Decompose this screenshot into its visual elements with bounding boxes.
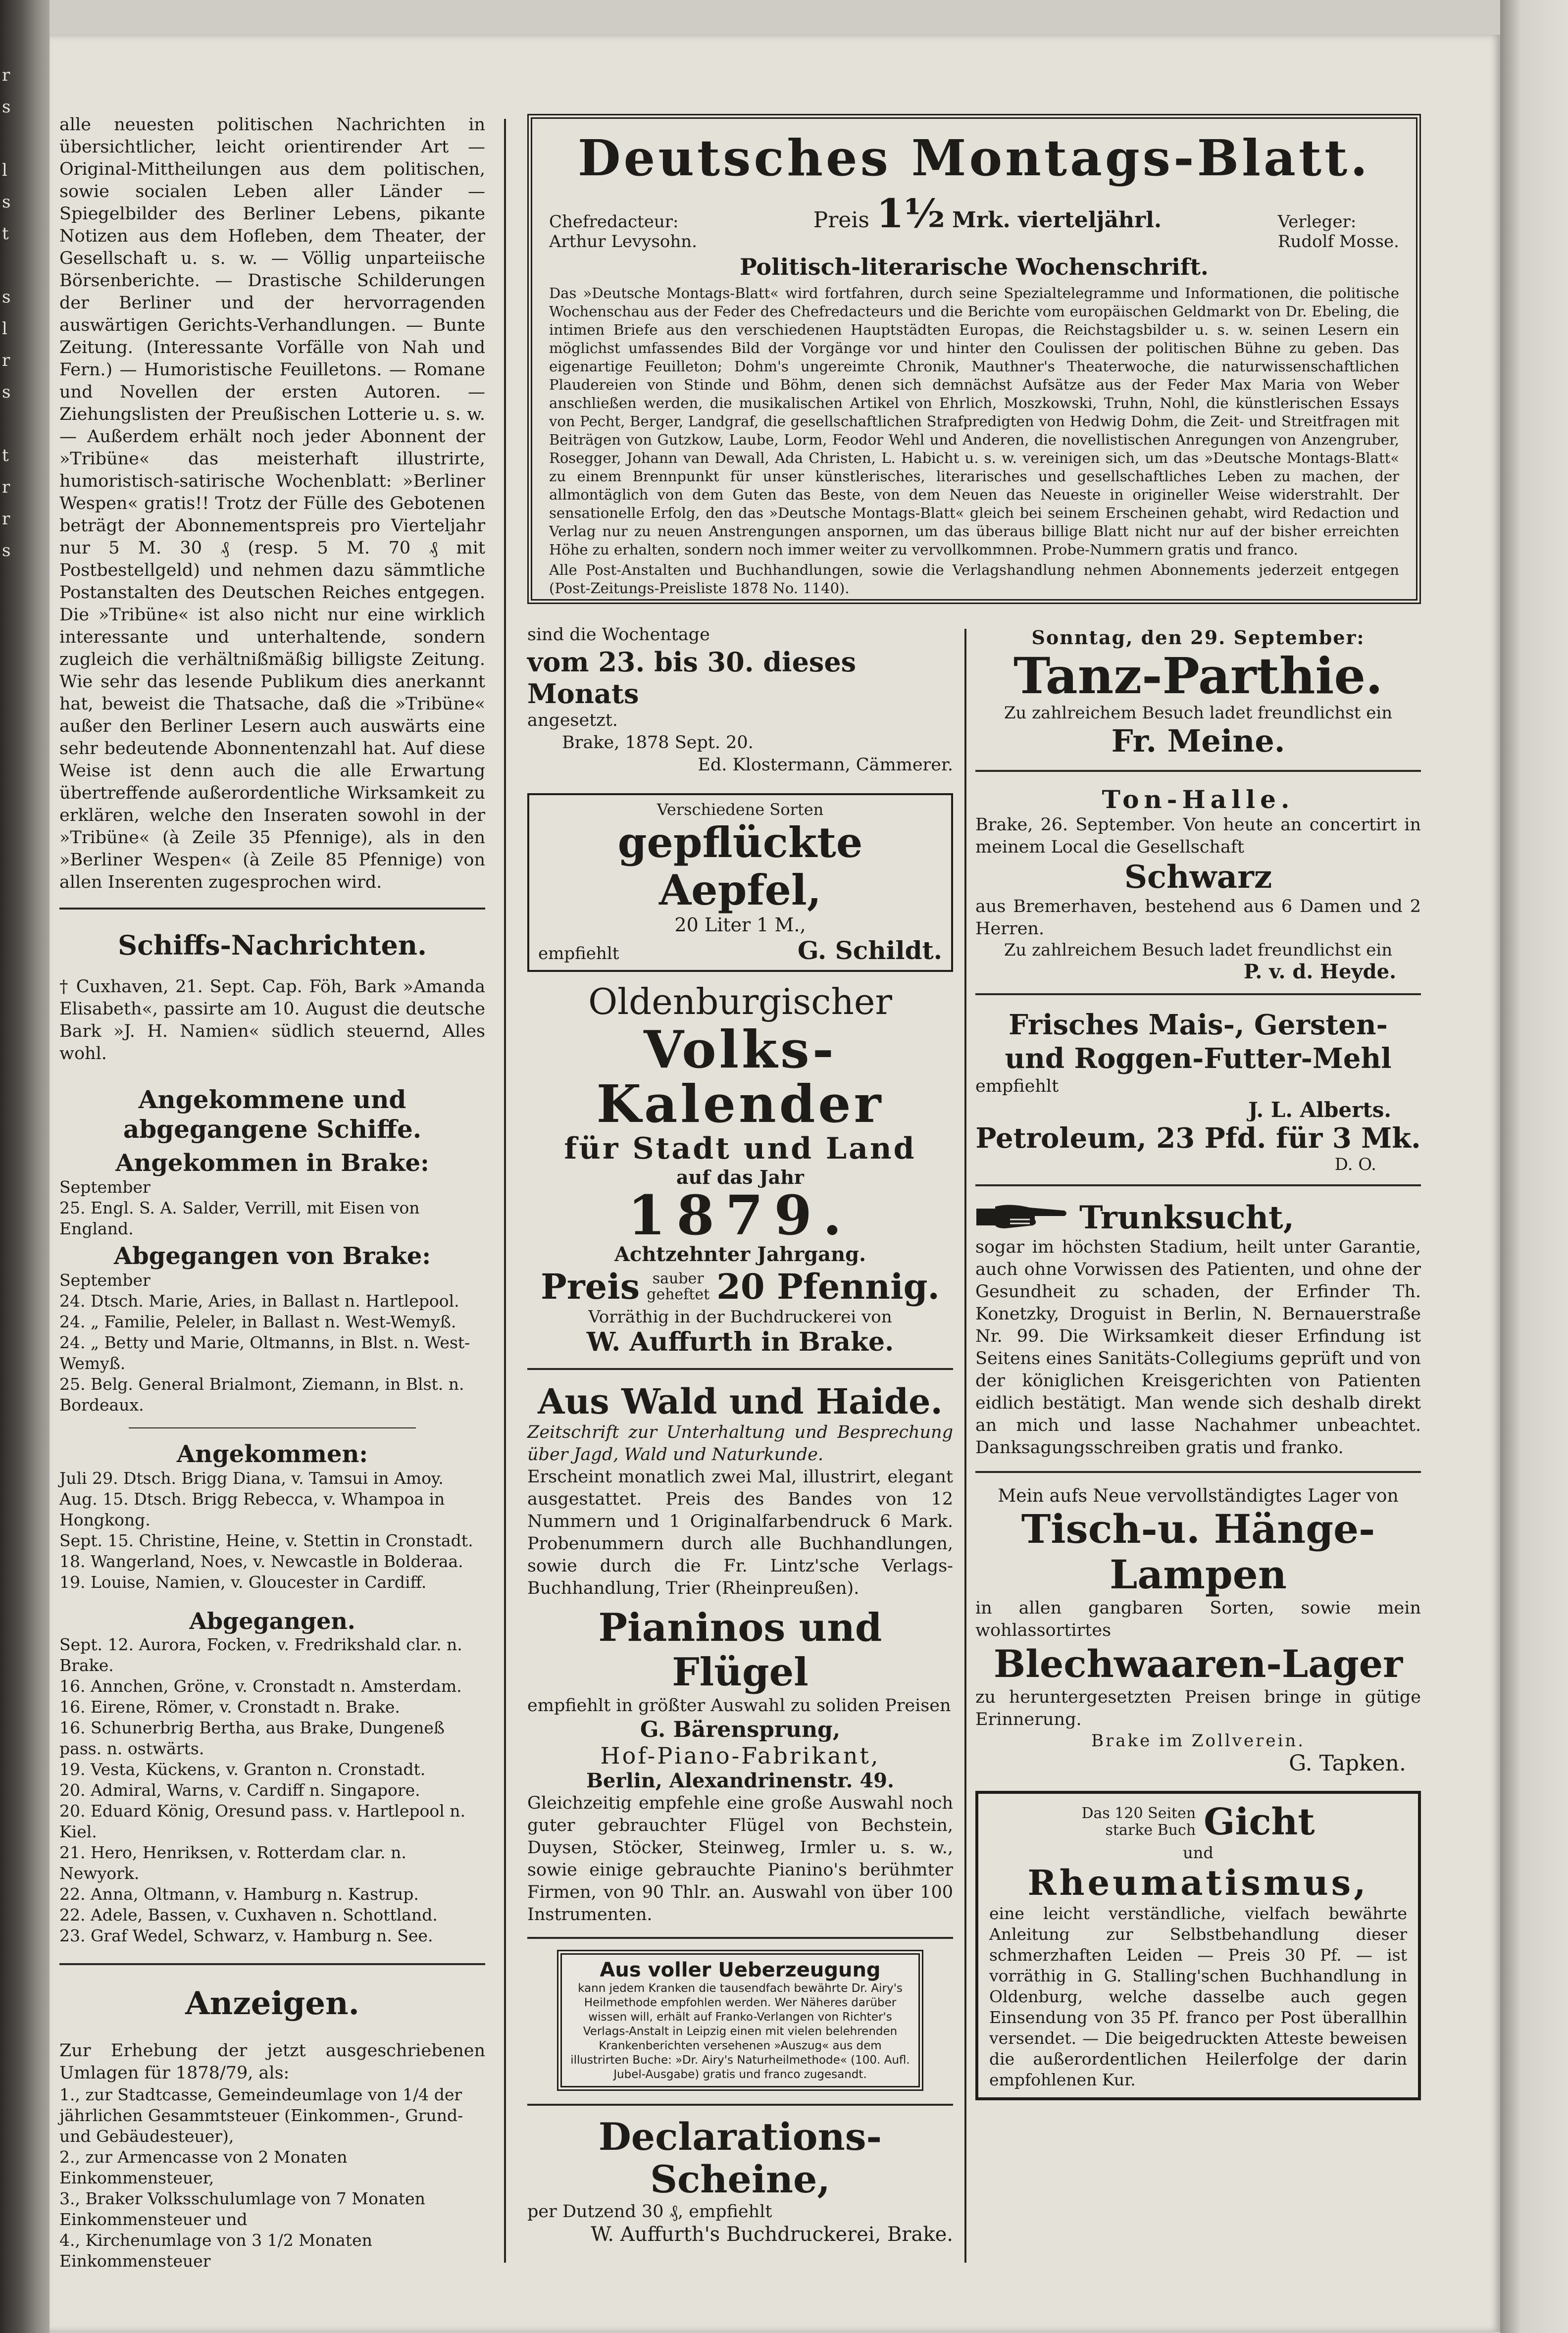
kalender-year: 1879. <box>627 1183 853 1247</box>
tribuene-text: alle neuesten politischen Nachrichten in übersichtlicher, leicht orientirender Art — Original-Mittheilungen aus dem politischen, sowie socialen Leben aller Länder — Spiegelbilder des Berliner Lebens, pikante Notizen aus dem Hofleben, dem Theater, der Gesellschaft u. s. w. — Völlig unparteiische Börsenberichte. — Drastische Schilderungen der Berliner und der hervorragenden auswärtigen Gerichts-Verhandlungen. — Bunte Zeitung. (Interessante Vorfälle von Nah und Fern.) — Humoristische Feuilletons. — Romane und Novellen der ersten Autoren. — Ziehungslisten der Preußischen Lotterie u. s. w. — Außerdem erhält noch jeder Abonnent der »Tribüne« das meisterhaft illustrirte, humoristisch-satirische Wochenblatt: »Berliner Wespen« gratis!! Trotz der Fülle des Gebotenen beträgt der Abonnementspreis pro Vierteljahr nur 5 M. 30 ₰ (resp. 5 M. 70 ₰ mit Postbestellgeld) und nehmen dazu sämmtliche Postanstalten des Deutschen Reiches entgegen. Die »Tribüne« ist also nicht nur eine wirklich interessante und unterhaltende, sondern zugleich die verhältnißmäßig billigste Zeitung. Wie sehr das lesende Publikum dies anerkannt hat, beweist die Thatsache, daß die »Tribüne« außer den Berliner Lesern auch auswärts eine sehr bedeutende Abonnentenzahl hat. Auf diese Weise ist denn auch die alle Erwartung übertreffende außerordentliche Wirksamkeit zu erklären, welche den Inseraten sowohl in der »Tribüne« (à Zeile 35 Pfennige), als in den »Berliner Wespen« (à Zeile 85 Pfennige) von allen Inserenten zugesprochen wird. <box>59 115 485 892</box>
list-item: 25. Belg. General Brialmont, Ziemann, in Blst. n. Bordeaux. <box>59 1374 464 1415</box>
lampen-title: Tisch-u. Hänge-Lampen <box>1021 1506 1375 1598</box>
wald-ad <box>527 1382 953 1600</box>
tonhalle-body: aus Bremerhaven, bestehend aus 6 Damen und 2 Herren. <box>975 897 1421 939</box>
pianos-title: Pianinos und Flügel <box>598 1605 882 1695</box>
trunksucht-body: sogar im höchsten Stadium, heilt unter Garantie, auch ohne Vorwissen des Patienten, und ohne der Gesundheit zu schaden, der Erfinder Th. Konetzky, Droguist in Berlin, N. Bernauerstraße Nr. 99. Die Wirksamkeit dieser Erfindung ist Seitens eines Sanitäts-Collegiums geprüft und von der königlichen Kreisgerichten von Patienten eidlich bestätigt. Man wende sich deshalb direkt an mich und lasse Nachahmer unbeachtet. Danksagungsschreiben gratis und franko. <box>975 1237 1421 1458</box>
divider <box>59 1963 485 1965</box>
gicht-title: Gicht <box>1204 1801 1315 1843</box>
tanz-ad <box>975 626 1421 759</box>
departed-heading: Abgegangen. <box>189 1608 355 1634</box>
trunksucht-header <box>975 1199 1421 1236</box>
list-item: 1., zur Stadtcasse, Gemeindeumlage von 1/4 der jährlichen Gesammtsteuer (Einkommen-, Grund- und Gebäudesteuer), <box>59 2085 463 2146</box>
mais-initials: D. O. <box>1334 1155 1376 1174</box>
price-amount: 1½ <box>876 190 946 237</box>
kalender-stock: Vorräthig in der Buchdruckerei von <box>588 1307 892 1327</box>
umlagen-intro: Zur Erhebung der jetzt ausgeschriebenen Umlagen für 1878/79, als: <box>59 2041 485 2083</box>
list-item: 24. Dtsch. Marie, Aries, in Ballast n. Hartlepool. <box>59 1291 459 1311</box>
list-item: 20. Eduard König, Oresund pass. v. Hartlepool n. Kiel. <box>59 1801 466 1841</box>
declarations-ad <box>527 2116 953 2246</box>
arrived-heading: Angekommen: <box>176 1440 368 1468</box>
kalender-price-row <box>527 1266 953 1307</box>
list-item: 18. Wangerland, Noes, v. Newcastle in Bolderaa. <box>59 1552 463 1571</box>
aepfel-price: 20 Liter 1 M., <box>674 914 806 936</box>
list-item: 22. Anna, Oltmann, v. Hamburg n. Kastrup. <box>59 1884 419 1904</box>
list-item: 19. Louise, Namien, v. Gloucester in Cardiff. <box>59 1572 427 1592</box>
kalender-line: für Stadt und Land <box>564 1131 916 1166</box>
notice-signer: Ed. Klostermann, Cämmerer. <box>698 755 953 775</box>
list-item: 20. Admiral, Warns, v. Cardiff n. Singapore. <box>59 1780 420 1800</box>
divider <box>527 1937 953 1939</box>
arrived-list <box>59 1468 485 1593</box>
gicht-header <box>989 1801 1407 1843</box>
ueberzeugung-title: Aus voller Ueberzeugung <box>600 1959 881 1981</box>
arrived-brake-heading: Angekommen in Brake: <box>115 1149 429 1177</box>
aepfel-seller: G. Schildt. <box>797 936 942 965</box>
divider <box>975 770 1421 772</box>
column-rule-left <box>504 119 506 2263</box>
tonhalle-line: Zu zahlreichem Besuch ladet freundlichst ein <box>1004 940 1393 960</box>
lampen-intro: Mein aufs Neue vervollständigtes Lager von <box>998 1486 1399 1506</box>
divider <box>59 908 485 910</box>
divider <box>975 1471 1421 1473</box>
price-block <box>813 190 1162 237</box>
list-item: 23. Graf Wedel, Schwarz, v. Hamburg n. See. <box>59 1926 433 1945</box>
lampen-seller: G. Tapken. <box>1289 1751 1406 1776</box>
declarations-line: per Dutzend 30 ₰, empfiehlt <box>527 2202 772 2222</box>
list-item: 16. Eirene, Römer, v. Cronstadt n. Brake. <box>59 1697 400 1717</box>
aepfel-title: gepflückte Aepfel, <box>617 818 863 914</box>
publisher-name: Rudolf Mosse. <box>1277 232 1399 252</box>
tonhalle-name: Schwarz <box>1124 859 1272 896</box>
price-prefix: Preis <box>813 207 869 233</box>
tanz-title: Tanz-Parthie. <box>1013 647 1383 705</box>
list-item: 4., Kirchenumlage von 3 1/2 Monaten Einkommensteuer <box>59 2231 372 2271</box>
list-item: Juli 29. Dtsch. Brigg Diana, v. Tamsui in Amoy. <box>59 1469 444 1488</box>
notice-place: Brake, 1878 Sept. 20. <box>562 733 754 753</box>
left-column <box>59 114 485 2272</box>
lampen-ad <box>975 1486 1421 1776</box>
wald-title: Aus Wald und Haide. <box>538 1381 943 1422</box>
month-label: September <box>59 1270 151 1290</box>
list-item: 24. „ Familie, Peleler, in Ballast n. West-Wemyß. <box>59 1312 456 1331</box>
gicht-title2: Rheumatismus, <box>1027 1862 1369 1903</box>
arrived-brake-list <box>59 1198 485 1239</box>
mais-title: Frisches Mais-, Gersten- und Roggen-Futter-Mehl <box>1005 1009 1392 1075</box>
list-item: 2., zur Armencasse von 2 Monaten Einkommensteuer, <box>59 2147 348 2187</box>
divider <box>527 1368 953 1370</box>
wald-subtitle: Zeitschrift zur Unterhaltung und Besprechung über Jagd, Wald und Naturkunde. <box>527 1422 953 1465</box>
departed-brake-heading: Abgegangen von Brake: <box>113 1242 431 1270</box>
pianos-line: empfiehlt in größter Auswahl zu soliden Preisen <box>527 1696 951 1716</box>
lampen-body: in allen gangbaren Sorten, sowie mein wohlassortirtes <box>975 1598 1421 1640</box>
tonhalle-host: P. v. d. Heyde. <box>1243 960 1396 983</box>
trunksucht-ad <box>975 1199 1421 1459</box>
pianos-body: Gleichzeitig empfehle eine große Auswahl noch guter gebrauchter Flügel von Bechstein, Duysen, Stöcker, Steinweg, Irmler u. s. w., sowie einige gebrauchte Pianino's berühmter Firmen, von 90 Thlr. an. Auswahl von über 100 Instrumenten. <box>527 1793 953 1925</box>
month-label: September <box>59 1177 151 1197</box>
tonhalle-ad <box>975 785 1421 983</box>
departed-list <box>59 1634 485 1946</box>
list-item: Sept. 15. Christine, Heine, v. Stettin in Cronstadt. <box>59 1531 473 1550</box>
gicht-pre <box>1081 1805 1196 1839</box>
schiffs-heading: Schiffs-Nachrichten. <box>118 929 427 961</box>
divider <box>975 1184 1421 1186</box>
kalender-title: Volks-Kalender <box>596 1019 884 1134</box>
price-note-b: geheftet <box>647 1285 710 1303</box>
wald-body: Erscheint monatlich zwei Mal, illustrirt, elegant ausgestattet. Preis des Bandes von 12 Nummern und 1 Originalfarbendruck 6 Mark. Probenummern durch alle Buchhandlungen, sowie durch die Fr. Lintz'sche Verlags-Buchhandlung, Trier (Rheinpreußen). <box>527 1467 953 1598</box>
ships-heading: Angekommene und abgegangene Schiffe. <box>123 1085 422 1144</box>
editor-name: Arthur Levysohn. <box>549 232 697 252</box>
kalender-line: auf das Jahr <box>676 1166 804 1188</box>
gicht-pre-a: Das 120 Seiten <box>1081 1805 1196 1822</box>
publisher-label: Verleger: <box>1277 212 1357 232</box>
list-item: Sept. 12. Aurora, Focken, v. Fredrikshald clar. n. Brake. <box>59 1635 462 1675</box>
list-item: 21. Hero, Henriksen, v. Rotterdam clar. n. Newyork. <box>59 1843 406 1883</box>
aepfel-top: Verschiedene Sorten <box>657 800 824 819</box>
pianos-role: Hof-Piano-Fabrikant, <box>600 1742 880 1769</box>
montags-title: Deutsches Montags-Blatt. <box>577 129 1371 187</box>
adjacent-page-edge: r s l s t s l r s t r r s <box>2 65 11 560</box>
wochentage-notice <box>527 624 953 776</box>
kalender-ad <box>527 981 953 1357</box>
column-rule-right <box>964 629 966 2263</box>
list-item: 16. Annchen, Gröne, v. Cronstadt n. Amsterdam. <box>59 1676 462 1696</box>
montags-footer: Alle Post-Anstalten und Buchhandlungen, sowie die Verlagshandlung nehmen Abonnements jederzeit entgegen (Post-Zeitungs-Preisliste 1878 No. 1140). <box>549 561 1399 597</box>
list-item: 22. Adele, Bassen, v. Cuxhaven n. Schottland. <box>59 1905 438 1925</box>
kalender-printer: W. Auffurth in Brake. <box>586 1327 894 1357</box>
list-item: 3., Braker Volksschulumlage von 7 Monaten Einkommensteuer und <box>59 2189 425 2229</box>
page-edge-right <box>1500 0 1568 2333</box>
mais-seller: J. L. Alberts. <box>1248 1098 1391 1122</box>
price-note <box>647 1271 709 1303</box>
list-item: 19. Vesta, Kückens, v. Granton n. Cronstadt. <box>59 1760 426 1779</box>
declarations-title: Declarations-Scheine, <box>598 2115 882 2201</box>
tonhalle-body: Brake, 26. September. Von heute an concertirt in meinem Local die Gesellschaft <box>975 815 1421 857</box>
gicht-body: eine leicht verständliche, vielfach bewährte Anleitung zur Selbstbehandlung dieser schmerzhaften Leiden — Preis 30 Pf. — ist vorräthig in G. Stalling'schen Buchhandlung in Oldenburg, welche dasselbe auch gegen Einsendung von 35 Pf. franco per Post überallhin versendet. — Die beigedruckten Atteste beweisen die außerordentlichen Heilerfolge der darin empfohlenen Kur. <box>989 1904 1407 2089</box>
right-column <box>975 626 1421 2100</box>
notice-line: angesetzt. <box>527 710 618 730</box>
price-word: Preis <box>541 1266 640 1307</box>
lampen-place: Brake im Zollverein. <box>1091 1731 1306 1751</box>
kalender-price: 20 Pfennig. <box>716 1266 940 1307</box>
notice-dates: vom 23. bis 30. dieses Monats <box>527 646 857 710</box>
divider <box>975 993 1421 995</box>
ueberzeugung-body: kann jedem Kranken die tausendfach bewährte Dr. Airy's Heilmethode empfohlen werden. Wer Näheres darüber wissen will, erhält auf Franko-Verlangen von Richter's Verlags-Anstalt in Leipzig einen mit vielen belehrenden Krankenberichten versehenen »Auszug« aus dem illustrirten Buche: »Dr. Airy's Naturheilmethode« (100. Aufl. Jubel-Ausgabe) gratis und franco zugesandt. <box>570 1982 910 2081</box>
price-note-a: sauber <box>652 1269 704 1287</box>
mais-label: empfiehlt <box>975 1076 1059 1096</box>
editor-block <box>549 212 697 252</box>
gicht-pre-b: starke Buch <box>1105 1822 1196 1839</box>
editor-label: Chefredacteur: <box>549 212 679 232</box>
montags-subtitle: Politisch-literarische Wochenschrift. <box>740 254 1209 280</box>
tonhalle-title: Ton-Halle. <box>1102 785 1295 814</box>
aepfel-ad <box>527 793 953 972</box>
gicht-and: und <box>1183 1843 1214 1862</box>
lampen-body: zu heruntergesetzten Preisen bringe in gütige Erinnerung. <box>975 1687 1421 1729</box>
lampen-title2: Blechwaaren-Lager <box>993 1642 1403 1686</box>
publisher-block <box>1278 212 1399 252</box>
gicht-ad <box>975 1791 1421 2100</box>
montags-blatt-ad <box>527 114 1421 604</box>
aepfel-label: empfiehlt <box>538 944 619 964</box>
tanz-line: Zu zahlreichem Besuch ladet freundlichst ein <box>1004 703 1393 723</box>
divider <box>527 2104 953 2106</box>
pianos-address: Berlin, Alexandrinenstr. 49. <box>586 1769 894 1792</box>
trunksucht-title: Trunksucht, <box>1079 1199 1294 1236</box>
anzeigen-heading: Anzeigen. <box>185 1985 359 2022</box>
list-item: 16. Schunerbrig Bertha, aus Brake, Dungeneß pass. n. ostwärts. <box>59 1718 445 1758</box>
pianos-maker: G. Bärensprung, <box>640 1717 841 1742</box>
price-suffix: Mrk. vierteljährl. <box>952 207 1162 233</box>
kalender-line: Oldenburgischer <box>588 981 892 1022</box>
list-item: 25. Engl. S. A. Salder, Verrill, mit Eisen von England. <box>59 1198 420 1238</box>
notice-line: sind die Wochentage <box>527 625 710 645</box>
mais-petroleum: Petroleum, 23 Pfd. für 3 Mk. <box>975 1122 1421 1155</box>
kalender-edition: Achtzehnter Jahrgang. <box>614 1243 866 1266</box>
pianos-ad <box>527 1606 953 1926</box>
tanz-host: Fr. Meine. <box>1111 723 1285 759</box>
middle-column <box>527 624 953 2246</box>
divider <box>129 1427 416 1428</box>
departed-brake-list <box>59 1291 485 1416</box>
ueberzeugung-ad <box>557 1950 923 2091</box>
cuxhaven-report: † Cuxhaven, 21. Sept. Cap. Föh, Bark »Amanda Elisabeth«, passirte am 10. August die deutsche Bark »J. H. Namien« südlich steuernd, Alles wohl. <box>59 977 485 1064</box>
list-item: 24. „ Betty und Marie, Oltmanns, in Blst. n. West-Wemyß. <box>59 1333 470 1373</box>
list-item: Aug. 15. Dtsch. Brigg Rebecca, v. Whampoa in Hongkong. <box>59 1489 445 1529</box>
pointing-hand-icon <box>975 1200 1069 1236</box>
umlagen-list <box>59 2084 485 2272</box>
declarations-seller: W. Auffurth's Buchdruckerei, Brake. <box>591 2223 953 2246</box>
mais-ad <box>975 1008 1421 1174</box>
aepfel-footer <box>538 936 942 965</box>
montags-body: Das »Deutsche Montags-Blatt« wird fortfahren, durch seine Spezialtelegramme und Informationen, die politische Wochenschau aus der Feder des Chefredacteurs und die Berichte vom europäischen Geldmarkt von Dr. Ebeling, die intimen Briefe aus den verschiedenen Hauptstädten Europas, die Reichstagsbilder u. s. w. seinen Lesern ein möglichst umfassendes Bild der Vorgänge vor und hinter den Coulissen der politischen Bühne zu geben. Das eigenartige Feuilleton; Dohm's ungereimte Chronik, Mauthner's Theaterwoche, die naturwissenschaftlichen Plaudereien von Stinde und Böhm, denen sich demnächst Aufsätze aus der Feder Max Maria von Weber anschließen werden, die musikalischen Artikel von Ehrlich, Moszkowski, Truhn, Nohl, die künstlerischen Essays von Pecht, Berger, Landgraf, die gesellschaftlichen Strafpredigten von Hedwig Dohm, die Zeit- und Streitfragen mit Beiträgen von Gutzkow, Laube, Lorm, Feodor Wehl und Anderen, die novellistischen Anregungen von Anzengruber, Rosegger, Johann van Dewall, Ada Christen, L. Habicht u. s. w. vereinigen sich, um das »Deutsche Montags-Blatt« zu einem Brennpunkt für unser künstlerisches, literarisches und gesellschaftliches Leben zu machen, der allmontäglich von dem Guten das Beste, von dem Neuen das Neueste in origineller Weise widerstrahlt. Der sensationelle Erfolg, den das »Deutsche Montags-Blatt« gleich bei seinem Erscheinen gehabt, wird Redaction und Verlag nur zu neuen Anstrengungen anspornen, um das überaus billige Blatt nicht nur auf der bisher erreichten Höhe zu erhalten, sondern noch immer weiter zu vervollkommnen. Probe-Nummern gratis und franco. <box>549 285 1399 558</box>
tanz-date: Sonntag, den 29. September: <box>1031 626 1365 649</box>
montags-meta-row <box>549 190 1399 252</box>
